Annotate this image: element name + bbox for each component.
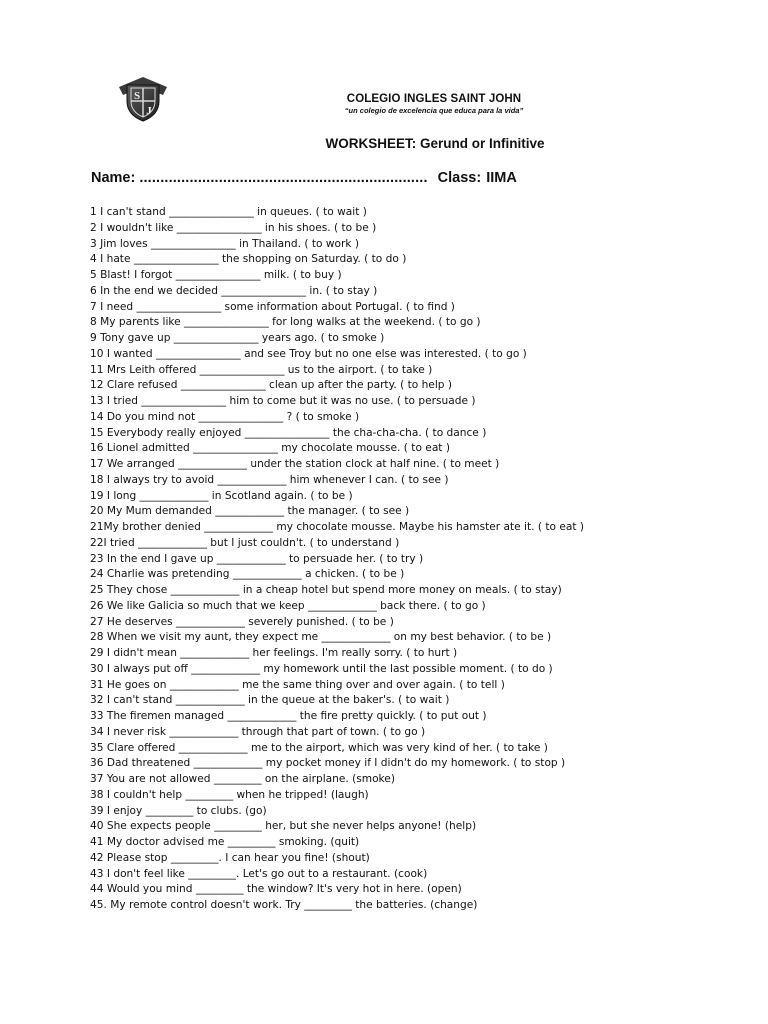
question-item: 25 They chose _____________ in a cheap hotel but spend more money on meals. ( to stay): [90, 584, 562, 596]
question-item: 30 I always put off _____________ my homework until the last possible moment. ( to do ): [90, 662, 553, 675]
question-item: 40 She expects people _________ her, but she never helps anyone! (help): [90, 820, 477, 833]
question-list: [90, 205, 710, 914]
question-item: 8 My parents like ________________ for long walks at the weekend. ( to go ): [90, 316, 481, 329]
question-item: 12 Clare refused ________________ clean up after the party. ( to help ): [90, 379, 452, 392]
class-label: Class:: [437, 170, 482, 186]
question-item: 28 When we visit my aunt, they expect me _____________ on my best behavior. ( to be ): [90, 631, 552, 644]
question-item: 33 The firemen managed _____________ the fire pretty quickly. ( to put out ): [90, 710, 487, 722]
question-item: 19 I long _____________ in Scotland again. ( to be ): [90, 489, 353, 502]
question-item: 34 I never risk _____________ through that part of town. ( to go ): [90, 725, 426, 738]
question-item: 5 Blast! I forgot ________________ milk. ( to buy ): [90, 269, 342, 281]
question-item: 20 My Mum demanded _____________ the manager. ( to see ): [90, 505, 410, 518]
crest-letter-s: S: [133, 90, 141, 102]
question-item: 31 He goes on _____________ me the same thing over and over again. ( to tell ): [90, 678, 505, 691]
question-item: 29 I didn't mean _____________ her feelings. I'm really sorry. ( to hurt ): [90, 647, 458, 659]
question-item: 26 We like Galicia so much that we keep _____________ back there. ( to go ): [90, 599, 486, 612]
question-item: 16 Lionel admitted ________________ my chocolate mousse. ( to eat ): [90, 442, 450, 455]
question-item: 24 Charlie was pretending _____________ a chicken. ( to be ): [90, 568, 405, 581]
question-item: 36 Dad threatened _____________ my pocket money if I didn't do my homework. ( to stop ): [90, 757, 566, 770]
question-item: 22I tried _____________ but I just couldn't. ( to understand ): [90, 536, 400, 549]
question-item: 9 Tony gave up ________________ years ago. ( to smoke ): [90, 332, 385, 344]
school-crest-icon: [117, 73, 169, 123]
class-value: IIMA: [486, 170, 517, 186]
question-item: 44 Would you mind _________ the window? It's very hot in here. (open): [90, 883, 462, 896]
question-item: 4 I hate ________________ the shopping on Saturday. ( to do ): [90, 253, 407, 266]
question-item: 13 I tried ________________ him to come but it was no use. ( to persuade ): [90, 395, 476, 407]
question-item: 21My brother denied _____________ my chocolate mousse. Maybe his hamster ate it. ( to eat ): [90, 521, 585, 533]
question-item: 23 In the end I gave up _____________ to persuade her. ( to try ): [90, 552, 424, 565]
name-blank[interactable]: .....................................................................: [139, 170, 428, 186]
name-label: Name:: [91, 170, 136, 186]
question-item: 45. My remote control doesn't work. Try _________ the batteries. (change): [90, 899, 478, 911]
question-item: 15 Everybody really enjoyed ________________ the cha-cha-cha. ( to dance ): [90, 426, 487, 439]
question-item: 10 I wanted ________________ and see Troy but no one else was interested. ( to go ): [90, 347, 527, 360]
question-item: 14 Do you mind not ________________ ? ( to smoke ): [90, 410, 360, 423]
question-item: 7 I need ________________ some information about Portugal. ( to find ): [90, 300, 455, 313]
question-item: 27 He deserves _____________ severely punished. ( to be ): [90, 615, 394, 628]
school-name: COLEGIO INGLES SAINT JOHN: [346, 93, 522, 105]
question-item: 38 I couldn't help _________ when he tripped! (laugh): [90, 788, 369, 801]
question-item: 1 I can't stand ________________ in queues. ( to wait ): [90, 206, 367, 218]
crest-letter-j: J: [146, 105, 152, 117]
question-item: 18 I always try to avoid _____________ him whenever I can. ( to see ): [90, 473, 449, 486]
question-item: 32 I can't stand _____________ in the queue at the baker's. ( to wait ): [90, 694, 450, 707]
question-item: 17 We arranged _____________ under the station clock at half nine. ( to meet ): [90, 458, 500, 470]
name-class-line: [91, 170, 517, 186]
question-item: 42 Please stop _________. I can hear you fine! (shout): [90, 851, 370, 864]
question-item: 37 You are not allowed _________ on the airplane. (smoke): [90, 773, 395, 785]
school-motto: “un colegio de excelencia que educa para la vida”: [344, 106, 524, 115]
question-item: 3 Jim loves ________________ in Thailand. ( to work ): [90, 237, 359, 250]
question-item: 11 Mrs Leith offered ________________ us to the airport. ( to take ): [90, 363, 433, 376]
question-item: 2 I wouldn't like ________________ in his shoes. ( to be ): [90, 221, 377, 234]
question-item: 39 I enjoy _________ to clubs. (go): [90, 804, 267, 817]
worksheet-title: WORKSHEET: Gerund or Infinitive: [325, 136, 545, 151]
question-item: 6 In the end we decided ________________ in. ( to stay ): [90, 284, 378, 297]
question-item: 35 Clare offered _____________ me to the airport, which was very kind of her. ( to take ): [90, 741, 548, 754]
question-item: 43 I don't feel like _________. Let's go out to a restaurant. (cook): [90, 867, 428, 880]
question-item: 41 My doctor advised me _________ smoking. (quit): [90, 836, 360, 848]
